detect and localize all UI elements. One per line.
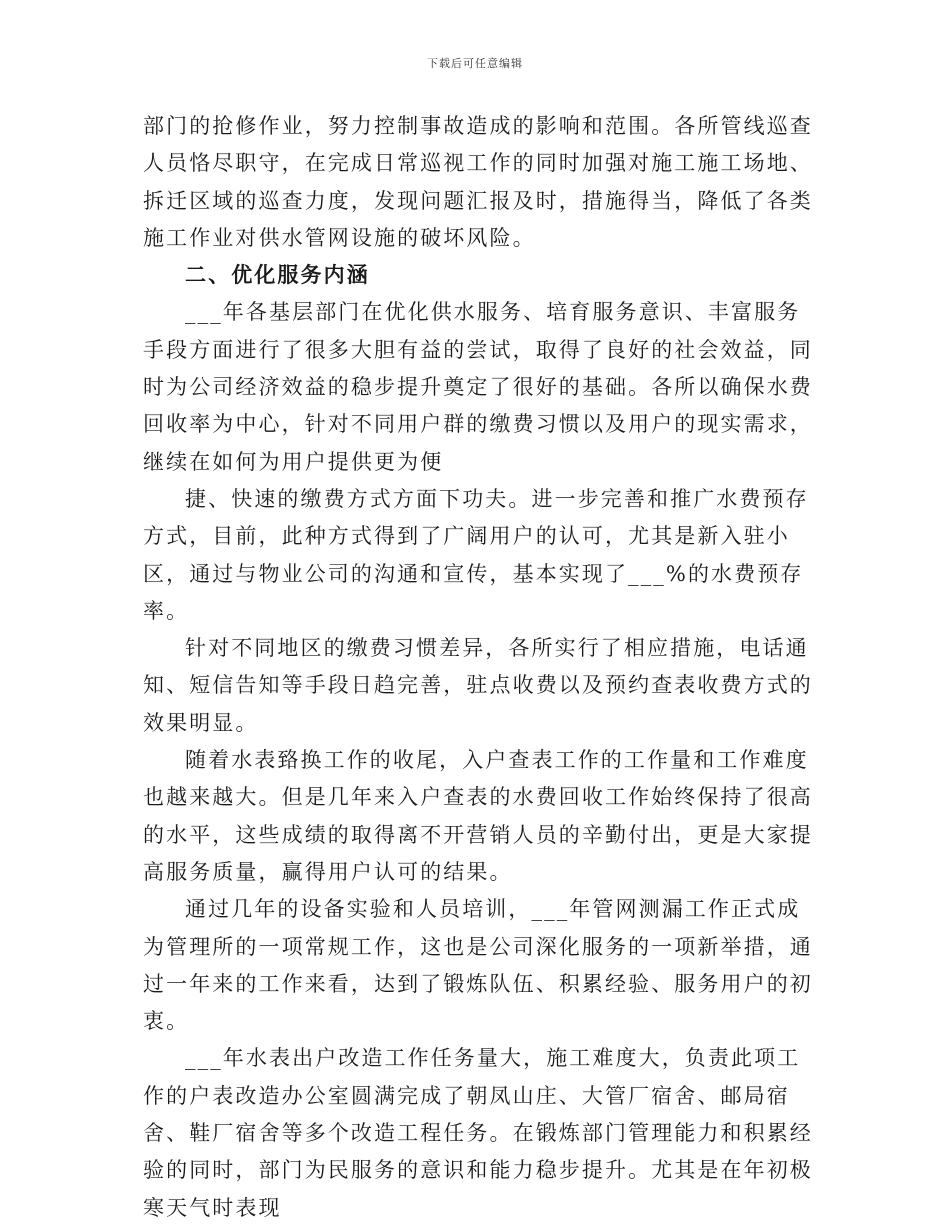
paragraph-meter-reading: 随着水表臵换工作的收尾，入户查表工作的工作量和工作难度也越来越大。但是几年来入户查表的水费回收工作始终保持了很高的水平，这些成绩的取得离不开营销人员的辛勤付出，更是大家提高服务质量，赢得用户认可的结果。 [143, 748, 813, 884]
paragraph-leak-detection: 通过几年的设备实验和人员培训，___年管网测漏工作正式成为管理所的一项常规工作，这也是公司深化服务的一项新举措，通过一年来的工作来看，达到了锻炼队伍、积累经验、服务用户的初衷。 [143, 897, 813, 1034]
page-header-note: 下载后可任意编辑 [427, 57, 523, 70]
paragraph-service-attempts: ___年各基层部门在优化供水服务、培育服务意识、丰富服务手段方面进行了很多大胆有益的尝试，取得了良好的社会效益，同时为公司经济效益的稳步提升奠定了很好的基础。各所以确保水费回收率为中心，针对不同用户群的缴费习惯以及用户的现实需求，继续在如何为用户提供更为便 [143, 300, 813, 474]
section-heading: 二、优化服务内涵 [185, 263, 370, 288]
document-body [143, 108, 815, 1227]
paragraph-continuation: 部门的抢修作业，努力控制事故造成的影响和范围。各所管线巡查人员恪尽职守，在完成日常巡视工作的同时加强对施工施工场地、拆迁区域的巡查力度，发现问题汇报及时，措施得当，降低了各类施工作业对供水管网设施的破坏风险。 [143, 114, 813, 250]
paragraph-meter-relocation: ___年水表出户改造工作任务量大，施工难度大，负责此项工作的户表改造办公室圆满完成了朝凤山庄、大管厂宿舍、邮局宿舍、鞋厂宿舍等多个改造工程任务。在锻炼部门管理能力和积累经验的同时，部门为民服务的意识和能力稳步提升。尤其是在年初极寒天气时表现 [143, 1046, 813, 1220]
paragraph-regional-measures: 针对不同地区的缴费习惯差异，各所实行了相应措施，电话通知、短信告知等手段日趋完善，驻点收费以及预约查表收费方式的效果明显。 [143, 636, 813, 735]
paragraph-prepayment: 捷、快速的缴费方式方面下功夫。进一步完善和推广水费预存方式，目前，此种方式得到了广阔用户的认可，尤其是新入驻小区，通过与物业公司的沟通和宣传，基本实现了___%的水费预存率。 [143, 486, 809, 623]
